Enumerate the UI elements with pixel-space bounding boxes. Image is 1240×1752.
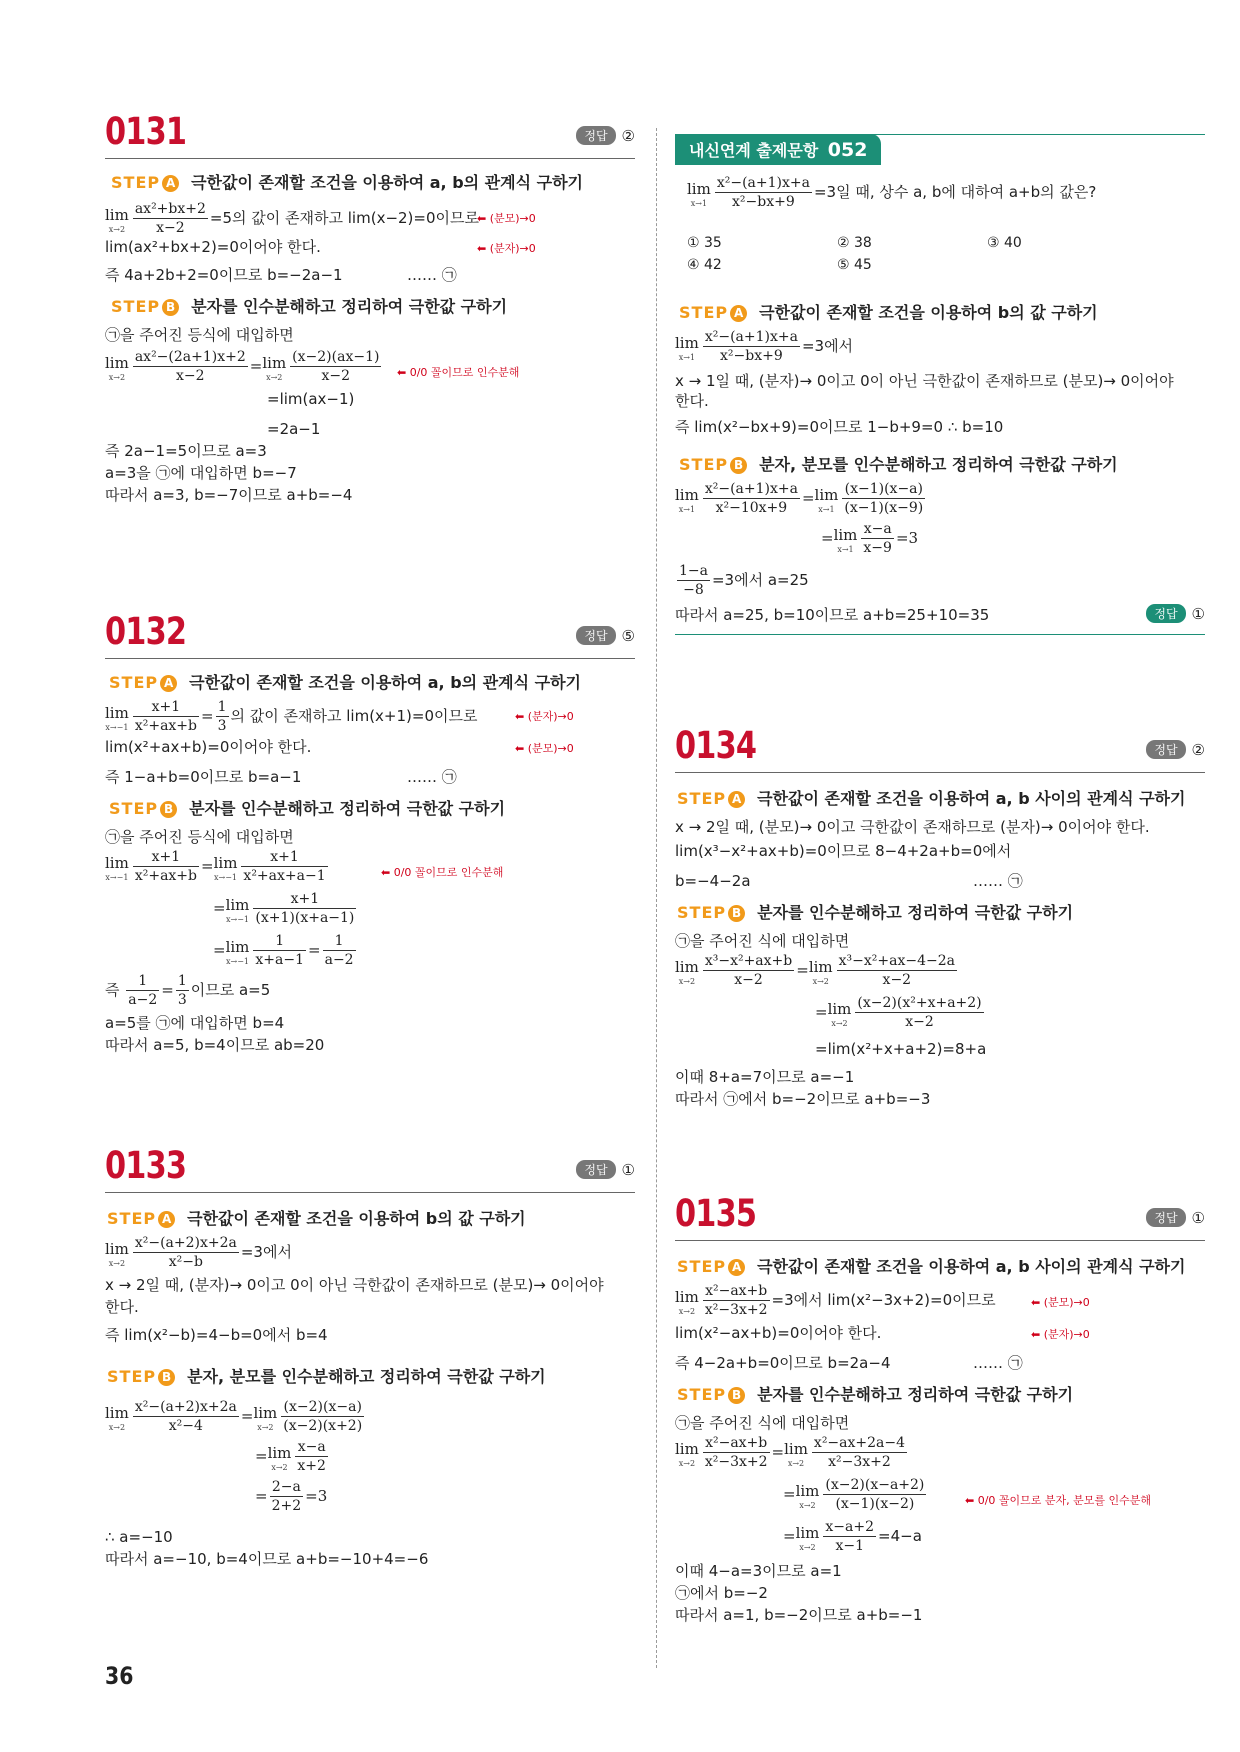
answer-value: ② [621, 126, 635, 145]
marker: …… ㉠ [973, 1354, 1023, 1372]
step-letter: A [730, 305, 747, 322]
step-title: 극한값이 존재할 조건을 이용하여 a, b 사이의 관계식 구하기 [757, 789, 1186, 808]
step-letter: A [160, 675, 177, 692]
text-line: ㉠을 주어진 등식에 대입하면 [105, 828, 294, 846]
text: =3에서 a=25 [711, 571, 809, 589]
side-note: ⬅ 0/0 꼴이므로 인수분해 [381, 866, 504, 879]
problem-number: 0132 [105, 610, 187, 653]
step-letter: B [728, 905, 745, 922]
text-line: 한다. [105, 1298, 139, 1316]
equation-line [675, 328, 853, 365]
text-line: 한다. [675, 392, 709, 410]
equation-line [675, 1282, 996, 1319]
equation-line: = $\frac{2-a}{2+2}$ =3 [255, 1479, 328, 1514]
text-line: x → 2일 때, (분모)→ 0이고 극한값이 존재하므로 (분자)→ 0이어야 한다. [675, 818, 1150, 836]
step-title: 분자를 인수분해하고 정리하여 극한값 구하기 [189, 799, 506, 818]
question-bottom-rule [675, 634, 1205, 635]
marker: …… ㉠ [407, 266, 457, 284]
answer-box [1146, 1208, 1205, 1227]
step-a-heading [679, 302, 1098, 324]
step-label: STEP [679, 455, 729, 474]
text-line: x → 2일 때, (분자)→ 0이고 0이 아닌 극한값이 존재하므로 (분모)→ 0이어야 [105, 1276, 604, 1294]
text-line: ㉠을 주어진 식에 대입하면 [675, 932, 850, 950]
step-title: 분자를 인수분해하고 정리하여 극한값 구하기 [757, 903, 1074, 922]
equation-line: =lim x→2 $\frac{x-a}{x+2}$ [255, 1439, 326, 1474]
fraction: $\frac{1-a}{-8}$ [679, 563, 708, 598]
step-b-heading [679, 454, 1118, 476]
text: =3에서 [240, 1243, 292, 1261]
question-rule [675, 134, 1205, 135]
fraction: $\frac{\text{x²−(a+1)x+a}}{\text{x²−bx+9}}$ [704, 329, 798, 364]
fraction: $\frac{x+1}{(x+1)(x+a-1)}$ [255, 891, 355, 926]
text-line: 따라서 ㉠에서 b=−2이므로 a+b=−3 [675, 1090, 931, 1108]
fraction: $\frac{\text{x³−x²+ax+b}}{x-2}$ [704, 953, 793, 988]
fraction: $\frac{\text{x²−ax+b}}{\text{x²−3x+2}}$ [704, 1283, 768, 1318]
step-label: STEP [109, 799, 159, 818]
step-title: 분자를 인수분해하고 정리하여 극한값 구하기 [757, 1385, 1074, 1404]
answer-badge: 정답 [1146, 604, 1185, 623]
equation-line [675, 562, 809, 599]
text-line: 즉 2a−1=5이므로 a=3 [105, 442, 267, 460]
limit-operator: lim x→2 [827, 999, 852, 1028]
text-line: =lim(ax−1) [267, 390, 355, 408]
step-a-heading [677, 788, 1185, 810]
step-label: STEP [107, 1367, 157, 1386]
equation-line [105, 200, 479, 237]
limit-operator: lim x→2 [808, 957, 833, 986]
fraction: $\frac{x-a+2}{x-1}$ [825, 1519, 875, 1554]
side-note: ⬅ (분모)→0 [477, 212, 536, 225]
text-line: 따라서 a=3, b=−7이므로 a+b=−4 [105, 486, 353, 504]
marker: …… ㉠ [973, 872, 1023, 890]
limit-operator: lim x→1 [675, 333, 699, 362]
text-line: lim(x²−ax+b)=0이어야 한다. [675, 1324, 882, 1342]
fraction: $\frac{\text{(x−2)(x²+x+a+2)}}{x-2}$ [857, 995, 982, 1030]
step-a-heading [111, 172, 583, 194]
problem-number: 0134 [675, 724, 757, 767]
step-title: 분자, 분모를 인수분해하고 정리하여 극한값 구하기 [187, 1367, 546, 1386]
step-letter: B [160, 801, 177, 818]
limit-operator: lim x→2 [675, 1287, 699, 1316]
text-line: ㉠을 주어진 식에 대입하면 [675, 1414, 850, 1432]
problem-number: 0131 [105, 110, 187, 153]
answer-value: ① [1191, 604, 1205, 623]
text: =5의 값이 존재하고 lim(x−2)=0이므로 [209, 209, 479, 227]
question-number: 052 [827, 139, 868, 161]
equation-line: lim x→2 $\frac{\text{x³−x²+ax+b}}{x-2}$ =lim x→2 $\frac{\text{x³−x²+ax−4−2a}}{x-2}$ [675, 953, 955, 988]
text-line: 따라서 a=25, b=10이므로 a+b=25+10=35 [675, 606, 990, 624]
text-line: =2a−1 [267, 420, 321, 438]
text-line: lim(x²+ax+b)=0이어야 한다. [105, 738, 312, 756]
step-b-heading [677, 1384, 1073, 1406]
text-line: ㉠을 주어진 등식에 대입하면 [105, 326, 294, 344]
text: 의 값이 존재하고 lim(x+1)=0이므로 [230, 707, 478, 725]
text-line: a=5를 ㉠에 대입하면 b=4 [105, 1014, 285, 1032]
step-title: 극한값이 존재할 조건을 이용하여 a, b 사이의 관계식 구하기 [757, 1257, 1186, 1276]
step-label: STEP [677, 903, 727, 922]
text-line: 즉 4a+2b+2=0이므로 b=−2a−1 [105, 266, 343, 284]
limit-operator: lim x→−1 [213, 853, 238, 882]
text-line: a=3을 ㉠에 대입하면 b=−7 [105, 464, 297, 482]
text-line: 즉 4−2a+b=0이므로 b=2a−4 [675, 1354, 891, 1372]
step-b-heading [111, 296, 507, 318]
equation-line: =lim x→−1 $\frac{1}{x+a-1}$ = $\frac{1}{a-2}$ [213, 933, 354, 968]
equation-line: lim x→2 $\frac{\text{ax²−(2a+1)x+2}}{x-2}$ =lim x→2 $\frac{(x-2)(ax-1)}{x-2}$ [105, 349, 380, 384]
text-line: 이때 4−a=3이므로 a=1 [675, 1562, 842, 1580]
related-question-052 [675, 134, 1205, 624]
text-line: lim(x³−x²+ax+b)=0이므로 8−4+2a+b=0에서 [675, 842, 1012, 860]
limit-operator: lim x→−1 [225, 895, 250, 924]
side-note: ⬅ (분자)→0 [477, 242, 536, 255]
choice-2[interactable]: ② 38 [837, 235, 872, 251]
limit-operator: lim x→1 [687, 179, 711, 208]
step-a-heading [107, 1208, 526, 1230]
answer-box [1146, 740, 1205, 759]
limit-operator: lim x→2 [105, 1239, 129, 1268]
step-title: 극한값이 존재할 조건을 이용하여 a, b의 관계식 구하기 [191, 173, 583, 192]
text-line: lim(ax²+bx+2)=0이어야 한다. [105, 238, 321, 256]
answer-badge: 정답 [1146, 1208, 1185, 1227]
fraction: $\frac{(x-1)(x-a)}{(x-1)(x-9)}$ [844, 481, 924, 516]
limit-operator: lim x→2 [795, 1523, 820, 1552]
problem-0134 [675, 724, 1205, 1108]
text: 이므로 a=5 [190, 981, 271, 999]
header-rule [675, 1240, 1205, 1241]
text-line: 이때 8+a=7이므로 a=−1 [675, 1068, 855, 1086]
step-letter: B [730, 457, 747, 474]
question-header [675, 134, 881, 165]
fraction: $\frac{\text{x²−(a+1)x+a}}{\text{x²−bx+9}}$ [716, 175, 810, 210]
step-a-heading [677, 1256, 1185, 1278]
limit-operator: lim x→2 [105, 1403, 129, 1432]
limit-operator: lim x→2 [267, 1443, 292, 1472]
step-title: 극한값이 존재할 조건을 이용하여 a, b의 관계식 구하기 [189, 673, 581, 692]
equation-line [105, 1234, 292, 1271]
fraction: $\frac{\text{x²−(a+2)x+2a}}{\text{x²−4}}$ [134, 1399, 237, 1434]
limit-operator: lim x→2 [105, 353, 129, 382]
answer-value: ① [1191, 1208, 1205, 1227]
answer-box [576, 626, 635, 645]
question-text [687, 174, 1096, 211]
step-a-heading [109, 672, 581, 694]
fraction: $\frac{\text{ax²−(2a+1)x+2}}{x-2}$ [134, 349, 246, 384]
problem-number: 0133 [105, 1144, 187, 1187]
step-title: 극한값이 존재할 조건을 이용하여 b의 값 구하기 [187, 1209, 526, 1228]
text-line: 따라서 a=1, b=−2이므로 a+b=−1 [675, 1606, 923, 1624]
limit-operator: lim x→−1 [225, 937, 250, 966]
marker: …… ㉠ [407, 768, 457, 786]
step-b-heading [677, 902, 1073, 924]
step-label: STEP [677, 1385, 727, 1404]
text: =3일 때, 상수 a, b에 대하여 a+b의 값은? [813, 183, 1097, 201]
step-letter: B [728, 1387, 745, 1404]
equation-line: =lim x→2 $\frac{\text{(x−2)(x²+x+a+2)}}{x-2}$ [815, 995, 982, 1030]
choice-3[interactable]: ③ 40 [987, 235, 1022, 251]
side-note: ⬅ (분모)→0 [515, 742, 574, 755]
answer-box [1146, 604, 1205, 623]
step-label: STEP [111, 173, 161, 192]
fraction: $\frac{\text{x²−(a+1)x+a}}{\text{x²−10x+9}}$ [704, 481, 798, 516]
text-line: =lim(x²+x+a+2)=8+a [815, 1040, 987, 1058]
limit-operator: lim x→1 [833, 525, 858, 554]
limit-operator: lim x→2 [253, 1403, 278, 1432]
text: =3에서 lim(x²−3x+2)=0이므로 [771, 1291, 996, 1309]
text-line: 즉 1−a+b=0이므로 b=a−1 [105, 768, 302, 786]
side-note: ⬅ 0/0 꼴이므로 인수분해 [397, 366, 520, 379]
side-note: ⬅ 0/0 꼴이므로 분자, 분모를 인수분해 [965, 1494, 1152, 1507]
fraction: $\frac{1}{3}$ [217, 699, 227, 734]
step-letter: A [162, 175, 179, 192]
side-note: ⬅ (분모)→0 [1031, 1296, 1090, 1309]
header-rule [105, 1192, 635, 1193]
text: =3에서 [801, 337, 854, 355]
answer-badge: 정답 [576, 126, 615, 145]
limit-operator: lim x→1 [814, 485, 839, 514]
fraction: $\frac{2-a}{2+2}$ [271, 1479, 302, 1514]
text-line: x → 1일 때, (분자)→ 0이고 0이 아닌 극한값이 존재하므로 (분모)→ 0이어야 [675, 372, 1174, 390]
fraction: $\frac{\text{x³−x²+ax−4−2a}}{x-2}$ [838, 953, 955, 988]
equation-line: lim x→2 $\frac{\text{x²−(a+2)x+2a}}{\text{x²−4}}$ =lim x→2 $\frac{(x-2)(x-a)}{(x-2)(x+2)}$ [105, 1399, 363, 1434]
answer-box [576, 1160, 635, 1179]
answer-badge: 정답 [576, 626, 615, 645]
limit-operator: lim x→2 [262, 353, 287, 382]
step-letter: B [162, 299, 179, 316]
equation-line: =lim x→2 $\frac{(x-2)(x-a+2)}{(x-1)(x-2)}$ [783, 1477, 925, 1512]
answer-value: ② [1191, 740, 1205, 759]
limit-operator: lim x→2 [795, 1481, 820, 1510]
text-line: ㉠에서 b=−2 [675, 1584, 768, 1602]
equation-line: lim x→2 $\frac{\text{x²−ax+b}}{\text{x²−3x+2}}$ =lim x→2 $\frac{\text{x²−ax+2a−4}}{\text{x²−3x+2}}$ [675, 1435, 906, 1470]
text: =4−a [878, 1527, 922, 1545]
side-note: ⬅ (분자)→0 [1031, 1328, 1090, 1341]
step-b-heading [107, 1366, 546, 1388]
step-label: STEP [677, 789, 727, 808]
equation-line: =lim x→−1 $\frac{x+1}{(x+1)(x+a-1)}$ [213, 891, 355, 926]
step-letter: A [728, 1259, 745, 1276]
problem-0135 [675, 1192, 1205, 1624]
text-line: 즉 lim(x²−b)=4−b=0에서 b=4 [105, 1326, 328, 1344]
fraction: $\frac{(x-2)(ax-1)}{x-2}$ [292, 349, 380, 384]
fraction: $\frac{1}{a-2}$ [324, 933, 354, 968]
equation-line: 즉 $\frac{1}{a-2}$ = $\frac{1}{3}$ 이므로 a=5 [105, 973, 271, 1008]
limit-operator: lim x→2 [784, 1439, 808, 1468]
fraction: $\frac{x+1}{\text{x²+ax+b}}$ [134, 849, 198, 884]
equation-line: =lim x→2 $\frac{x-a+2}{x-1}$ =4−a [783, 1519, 922, 1554]
fraction: $\frac{\text{x²−(a+2)x+2a}}{\text{x²−b}}$ [134, 1235, 237, 1270]
text-line: b=−4−2a [675, 872, 751, 890]
fraction: $\frac{(x-2)(x-a)}{(x-2)(x+2)}$ [283, 1399, 363, 1434]
text-line: 즉 lim(x²−bx+9)=0이므로 1−b+9=0 ∴ b=10 [675, 418, 1004, 436]
limit-operator: lim x→1 [675, 485, 699, 514]
limit-operator: lim x→2 [675, 1439, 699, 1468]
header-label: 내신연계 출제문항 [689, 141, 819, 160]
step-letter: B [158, 1369, 175, 1386]
text-line: 따라서 a=5, b=4이므로 ab=20 [105, 1036, 325, 1054]
equation-line: lim x→−1 $\frac{x+1}{\text{x²+ax+b}}$ = $\frac{1}{3}$ 의 값이 존재하고 lim(x+1)=0이므로 [105, 699, 478, 734]
answer-box [576, 126, 635, 145]
step-label: STEP [107, 1209, 157, 1228]
step-title: 분자를 인수분해하고 정리하여 극한값 구하기 [191, 297, 508, 316]
step-letter: A [728, 791, 745, 808]
text-line: ∴ a=−10 [105, 1528, 173, 1546]
fraction: $\frac{x-a}{x-9}$ [863, 521, 892, 556]
step-title: 극한값이 존재할 조건을 이용하여 b의 값 구하기 [759, 303, 1098, 322]
fraction: $\frac{1}{x+a-1}$ [255, 933, 305, 968]
problem-number: 0135 [675, 1192, 757, 1235]
header-rule [105, 658, 635, 659]
step-label: STEP [109, 673, 159, 692]
limit-operator: lim x→−1 [105, 703, 129, 732]
step-label: STEP [679, 303, 729, 322]
page-number: 36 [105, 1662, 134, 1690]
equation-line: =lim x→1 $\frac{x-a}{x-9}$ =3 [821, 521, 919, 556]
fraction: $\frac{x-a}{x+2}$ [297, 1439, 326, 1474]
fraction: $\frac{\text{x²−ax+2a−4}}{\text{x²−3x+2}}$ [813, 1435, 906, 1470]
header-rule [675, 772, 1205, 773]
step-title: 분자, 분모를 인수분해하고 정리하여 극한값 구하기 [759, 455, 1118, 474]
fraction: $\frac{1}{3}$ [177, 973, 187, 1008]
step-b-heading [109, 798, 505, 820]
choice-4[interactable]: ④ 42 [687, 257, 722, 273]
fraction: $\frac{\text{x²−ax+b}}{\text{x²−3x+2}}$ [704, 1435, 768, 1470]
side-note: ⬅ (분자)→0 [515, 710, 574, 723]
fraction: $\frac{x+1}{\text{x²+ax+a−1}}$ [243, 849, 326, 884]
header-rule [105, 158, 635, 159]
choice-1[interactable]: ① 35 [687, 235, 722, 251]
fraction: $\frac{1}{a-2}$ [128, 973, 158, 1008]
fraction: $\frac{(x-2)(x-a+2)}{(x-1)(x-2)}$ [825, 1477, 925, 1512]
choice-5[interactable]: ⑤ 45 [837, 257, 872, 273]
answer-badge: 정답 [1146, 740, 1185, 759]
problem-0131 [105, 110, 635, 504]
fraction: $\frac{x+1}{\text{x²+ax+b}}$ [134, 699, 198, 734]
answer-badge: 정답 [576, 1160, 615, 1179]
equation-line: lim x→1 $\frac{\text{x²−(a+1)x+a}}{\text{x²−10x+9}}$ =lim x→1 $\frac{(x-1)(x-a)}{(x-1)(x-9)}$ [675, 481, 924, 516]
limit-operator: lim x→2 [675, 957, 699, 986]
problem-0133 [105, 1144, 635, 1568]
problem-0132 [105, 610, 635, 1054]
step-label: STEP [677, 1257, 727, 1276]
step-letter: A [158, 1211, 175, 1228]
answer-value: ① [621, 1160, 635, 1179]
column-divider [656, 128, 657, 1668]
fraction: $\frac{\text{ax²+bx+2}}{x-2}$ [134, 201, 206, 236]
answer-value: ⑤ [621, 626, 635, 645]
choices [687, 232, 1137, 276]
equation-line: lim x→−1 $\frac{x+1}{\text{x²+ax+b}}$ =lim x→−1 $\frac{x+1}{\text{x²+ax+a−1}}$ [105, 849, 326, 884]
step-label: STEP [111, 297, 161, 316]
limit-operator: lim x→−1 [105, 853, 129, 882]
limit-operator: lim x→2 [105, 205, 129, 234]
text-line: 따라서 a=−10, b=4이므로 a+b=−10+4=−6 [105, 1550, 429, 1568]
